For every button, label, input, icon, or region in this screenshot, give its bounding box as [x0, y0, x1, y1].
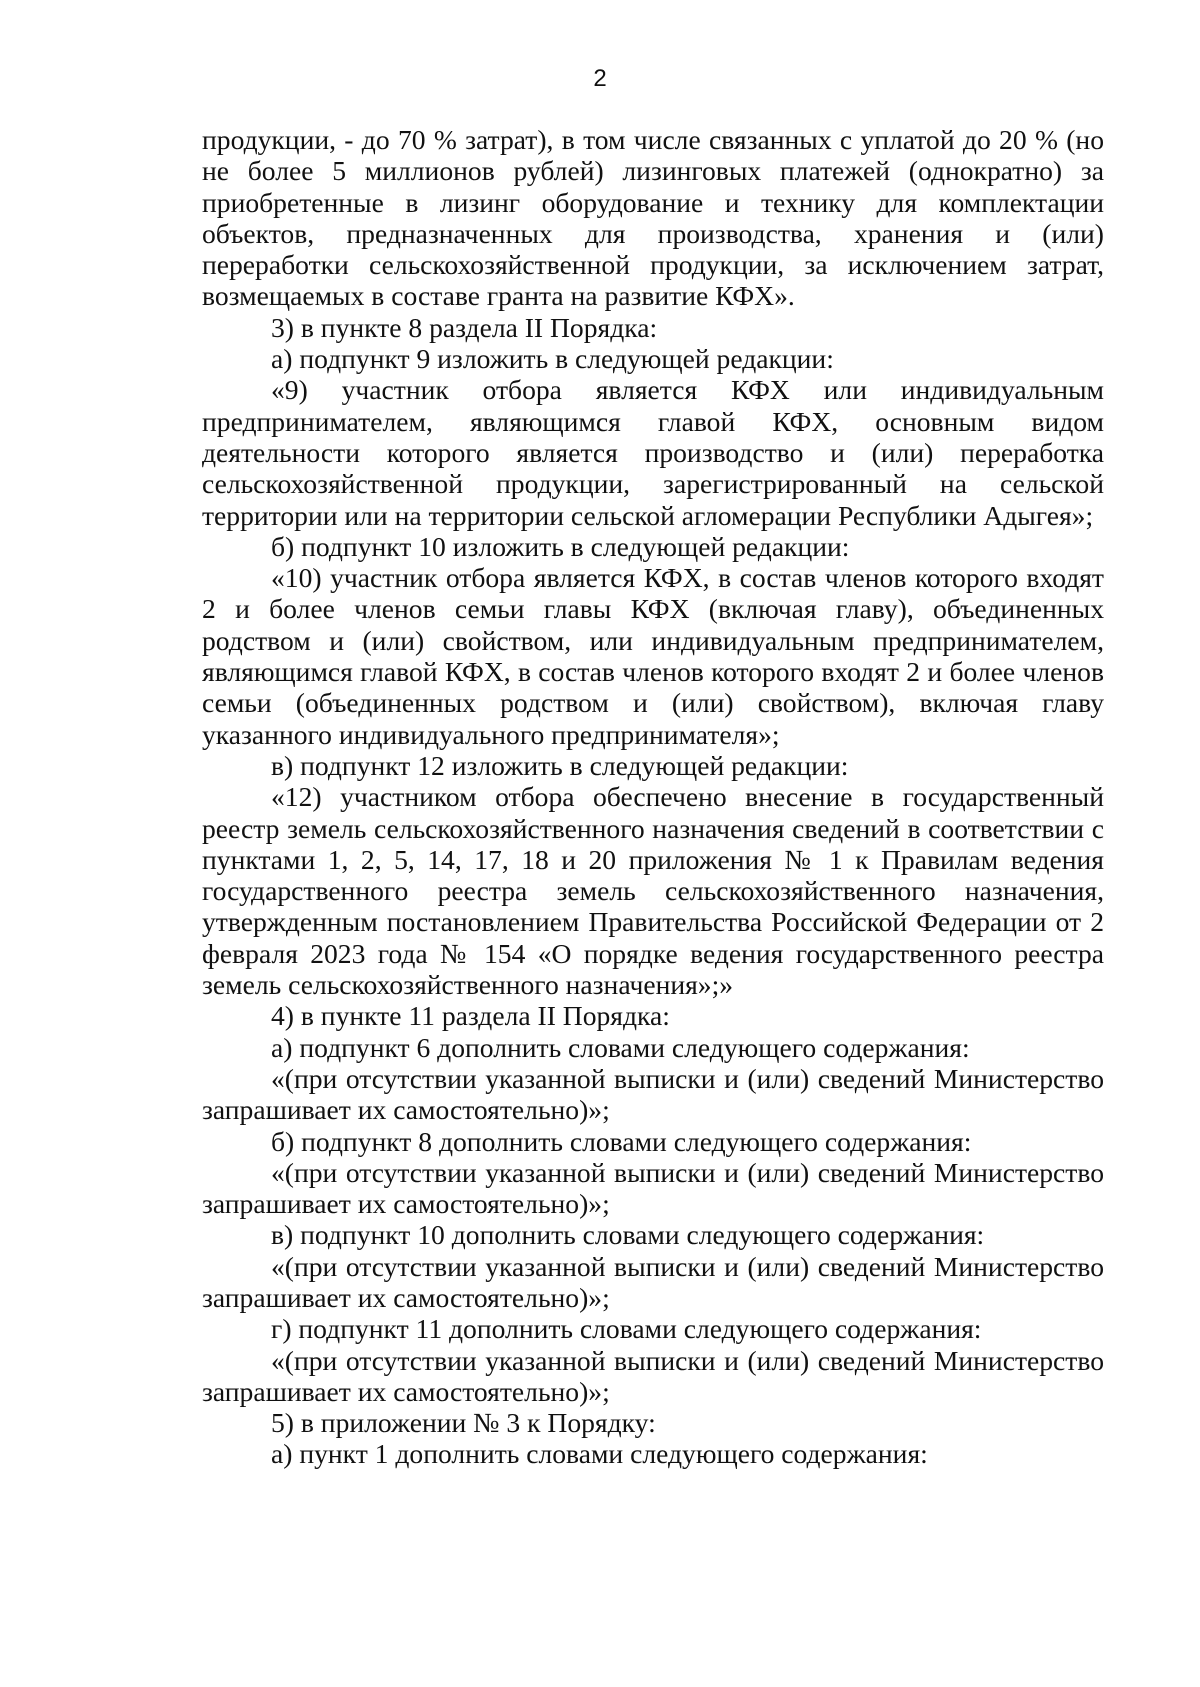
- document-body: [202, 124, 1104, 1470]
- paragraph-subitem-a-1: а) пункт 1 дополнить словами следующего содержания:: [271, 1438, 928, 1470]
- paragraph-subitem-v-10: в) подпункт 10 дополнить словами следующего содержания:: [271, 1219, 985, 1251]
- paragraph-subitem-b-8: б) подпункт 8 дополнить словами следующего содержания:: [271, 1125, 972, 1157]
- paragraph-subitem-b: б) подпункт 10 изложить в следующей редакции:: [271, 530, 850, 562]
- paragraph-quote-10: «10) участник отбора является КФХ, в состав членов которого входят 2 и более членов семьи главы КФХ (включая главу), объединенных родством и (или) свойством, или индивидуальным предпринимателем, являющимся главой КФХ, в состав членов которого входят 2 и более членов семьи (объединенных родством и (или) свойством), включая главу указанного индивидуального предпринимателя»;: [202, 562, 1104, 750]
- paragraph-continuation: продукции, - до 70 % затрат), в том числе связанных с уплатой до 20 % (но не более 5 миллионов рублей) лизинговых платежей (однократно) за приобретенные в лизинг оборудование и технику для комплектации объектов, предназначенных для производства, хранения и (или) переработки сельскохозяйственной продукции, за исключением затрат, возмещаемых в составе гранта на развитие КФХ».: [202, 124, 1104, 312]
- paragraph-subitem-g-11: г) подпункт 11 дополнить словами следующего содержания:: [271, 1313, 982, 1345]
- paragraph-quote-11: «(при отсутствии указанной выписки и (или) сведений Министерство запрашивает их самостоятельно)»;: [202, 1344, 1104, 1407]
- page-number: 2: [593, 65, 607, 92]
- paragraph-subitem-a-6: а) подпункт 6 дополнить словами следующего содержания:: [271, 1031, 970, 1063]
- paragraph-quote-12: «12) участником отбора обеспечено внесение в государственный реестр земель сельскохозяйственного назначения сведений в соответствии с пунктами 1, 2, 5, 14, 17, 18 и 20 приложения № 1 к Правилам ведения государственного реестра земель сельскохозяйственного назначения, утвержденным постановлением Правительства Российской Федерации от 2 февраля 2023 года № 154 «О порядке ведения государственного реестра земель сельскохозяйственного назначения»;»: [202, 781, 1104, 1001]
- paragraph-subitem-a: а) подпункт 9 изложить в следующей редакции:: [271, 343, 834, 375]
- paragraph-item-5: 5) в приложении № 3 к Порядку:: [271, 1407, 656, 1439]
- paragraph-quote-10-addition: «(при отсутствии указанной выписки и (или) сведений Министерство запрашивает их самостоятельно)»;: [202, 1250, 1104, 1313]
- paragraph-quote-9: «9) участник отбора является КФХ или индивидуальным предпринимателем, являющимся главой КФХ, основным видом деятельности которого является производство и (или) переработка сельскохозяйственной продукции, зарегистрированный на сельской территории или на территории сельской агломерации Республики Адыгея»;: [202, 374, 1104, 531]
- paragraph-item-3: 3) в пункте 8 раздела II Порядка:: [271, 311, 658, 343]
- paragraph-quote-8: «(при отсутствии указанной выписки и (или) сведений Министерство запрашивает их самостоятельно)»;: [202, 1156, 1104, 1220]
- paragraph-subitem-v: в) подпункт 12 изложить в следующей редакции:: [271, 749, 849, 781]
- paragraph-quote-6: «(при отсутствии указанной выписки и (или) сведений Министерство запрашивает их самостоятельно)»;: [202, 1062, 1104, 1126]
- paragraph-item-4: 4) в пункте 11 раздела II Порядка:: [271, 1000, 670, 1032]
